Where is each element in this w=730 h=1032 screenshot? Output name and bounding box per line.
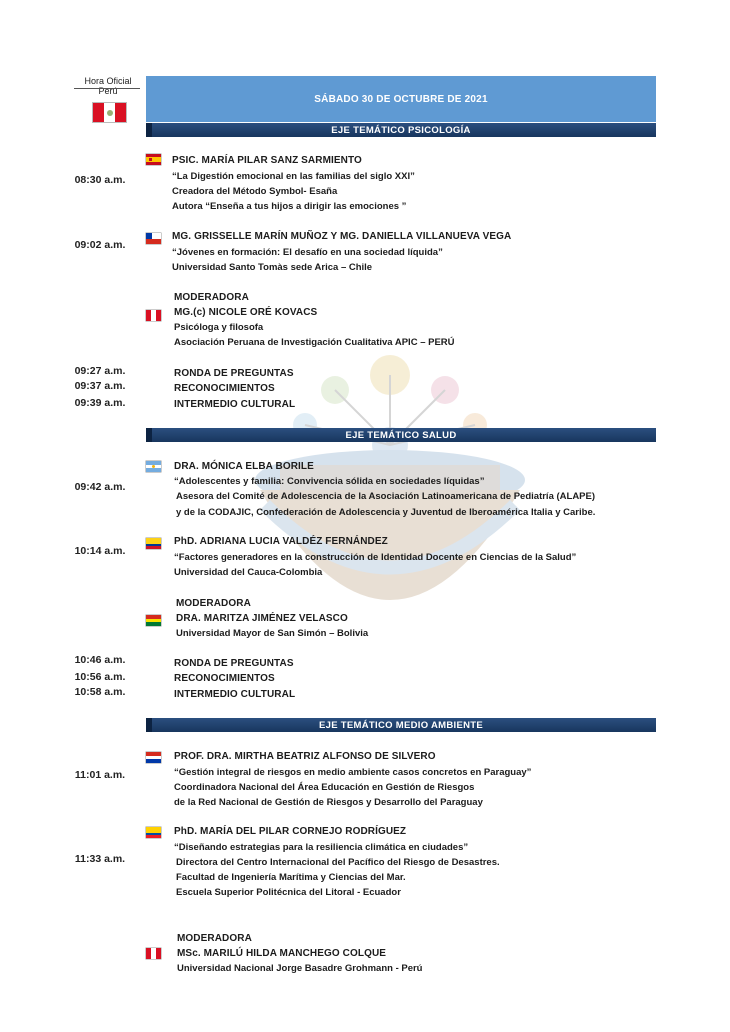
peru-flag-icon <box>146 948 161 959</box>
section-title: EJE TEMÁTICO PSICOLOGÍA <box>331 124 471 136</box>
section-title: EJE TEMÁTICO MEDIO AMBIENTE <box>319 719 483 731</box>
official-time-label <box>70 76 146 96</box>
agenda-item: INTERMEDIO CULTURAL <box>174 399 296 410</box>
speaker-name: PSIC. MARÍA PILAR SANZ SARMIENTO <box>172 155 362 166</box>
moderator-label: MODERADORA <box>177 933 252 944</box>
speaker-name: PhD. MARÍA DEL PILAR CORNEJO RODRÍGUEZ <box>174 826 407 837</box>
time-label: 10:46 a.m. <box>74 654 126 666</box>
time-label: 10:14 a.m. <box>74 545 126 557</box>
moderator-detail: Universidad Mayor de San Simón – Bolivia <box>176 628 369 639</box>
country-text: Perú <box>98 86 118 96</box>
time-label: 09:37 a.m. <box>74 380 126 392</box>
date-banner <box>146 76 656 122</box>
speaker-detail: Creadora del Método Symbol- Esaña <box>172 186 338 197</box>
time-label: 10:58 a.m. <box>74 686 126 698</box>
agenda-item: INTERMEDIO CULTURAL <box>174 689 296 700</box>
date-text: SÁBADO 30 DE OCTUBRE DE 2021 <box>314 93 488 105</box>
speaker-detail: Directora del Centro Internacional del Pacífico del Riesgo de Desastres. <box>176 857 500 868</box>
speaker-detail: Universidad del Cauca-Colombia <box>174 567 323 578</box>
moderator-name: MG.(c) NICOLE ORÉ KOVACS <box>174 307 318 318</box>
section-title: EJE TEMÁTICO SALUD <box>345 429 457 441</box>
moderator-detail: Psicóloga y filosofa <box>174 322 264 333</box>
time-label: 10:56 a.m. <box>74 671 126 683</box>
ecuador-flag-icon <box>146 827 161 838</box>
talk-title: “Jóvenes en formación: El desafío en una sociedad líquida” <box>172 247 443 258</box>
moderator-detail: Asociación Peruana de Investigación Cualitativa APIC – PERÚ <box>174 337 455 348</box>
agenda-item: RONDA DE PREGUNTAS <box>174 368 294 379</box>
talk-title: “Gestión integral de riesgos en medio ambiente casos concretos en Paraguay” <box>174 767 532 778</box>
colombia-flag-icon <box>146 538 161 549</box>
moderator-label: MODERADORA <box>174 292 249 303</box>
time-label: 09:02 a.m. <box>74 239 126 251</box>
talk-title: “Factores generadores en la construcción de Identidad Docente en Ciencias de la Salud” <box>174 552 577 563</box>
section-header-psicologia <box>146 123 656 137</box>
speaker-name: DRA. MÓNICA ELBA BORILE <box>174 461 314 472</box>
speaker-name: PROF. DRA. MIRTHA BEATRIZ ALFONSO DE SILVERO <box>174 751 436 762</box>
agenda-item: RECONOCIMIENTOS <box>174 673 275 684</box>
time-label: 09:39 a.m. <box>74 397 126 409</box>
speaker-detail: Asesora del Comité de Adolescencia de la Asociación Latinoamericana de Pediatría (ALAPE) <box>176 491 596 502</box>
speaker-detail: Escuela Superior Politécnica del Litoral - Ecuador <box>176 887 401 898</box>
peru-flag-icon <box>92 102 127 123</box>
moderator-name: DRA. MARITZA JIMÉNEZ VELASCO <box>176 613 348 624</box>
divider <box>74 88 140 89</box>
speaker-name: PhD. ADRIANA LUCIA VALDÉZ FERNÁNDEZ <box>174 536 388 547</box>
talk-title: “Diseñando estrategias para la resiliencia climática en ciudades” <box>174 842 469 853</box>
time-label: 08:30 a.m. <box>74 174 126 186</box>
speaker-detail: y de la CODAJIC, Confederación de Adolescencia y Juventud de Iberoamérica Italia y Caribe. <box>176 507 596 518</box>
speaker-detail: Facultad de Ingeniería Marítima y Ciencias del Mar. <box>176 872 406 883</box>
moderator-detail: Universidad Nacional Jorge Basadre Grohmann - Perú <box>177 963 423 974</box>
talk-title: “La Digestión emocional en las familias del siglo XXI” <box>172 171 415 182</box>
speaker-detail: Universidad Santo Tomàs sede Arica – Chile <box>172 262 373 273</box>
bolivia-flag-icon <box>146 615 161 626</box>
time-label: 09:42 a.m. <box>74 481 126 493</box>
time-label: 11:33 a.m. <box>74 853 126 865</box>
chile-flag-icon <box>146 233 161 244</box>
speaker-detail: Autora “Enseña a tus hijos a dirigir las emociones ” <box>172 201 407 212</box>
watermark-logo <box>230 330 550 710</box>
section-header-medio-ambiente <box>146 718 656 732</box>
speaker-detail: de la Red Nacional de Gestión de Riesgos y Desarrollo del Paraguay <box>174 797 483 808</box>
time-label: 09:27 a.m. <box>74 365 126 377</box>
time-label: 11:01 a.m. <box>74 769 126 781</box>
section-header-salud <box>146 428 656 442</box>
talk-title: “Adolescentes y familia: Convivencia sólida en sociedades líquidas” <box>174 476 485 487</box>
paraguay-flag-icon <box>146 752 161 763</box>
moderator-label: MODERADORA <box>176 598 251 609</box>
hora-oficial-text: Hora Oficial <box>84 76 132 86</box>
agenda-item: RECONOCIMIENTOS <box>174 383 275 394</box>
peru-flag-icon <box>146 310 161 321</box>
agenda-item: RONDA DE PREGUNTAS <box>174 658 294 669</box>
speaker-detail: Coordinadora Nacional del Área Educación en Gestión de Riesgos <box>174 782 475 793</box>
argentina-flag-icon <box>146 461 161 472</box>
spain-flag-icon <box>146 154 161 165</box>
speaker-name: MG. GRISSELLE MARÍN MUÑOZ Y MG. DANIELLA VILLANUEVA VEGA <box>172 231 512 242</box>
moderator-name: MSc. MARILÚ HILDA MANCHEGO COLQUE <box>177 948 387 959</box>
